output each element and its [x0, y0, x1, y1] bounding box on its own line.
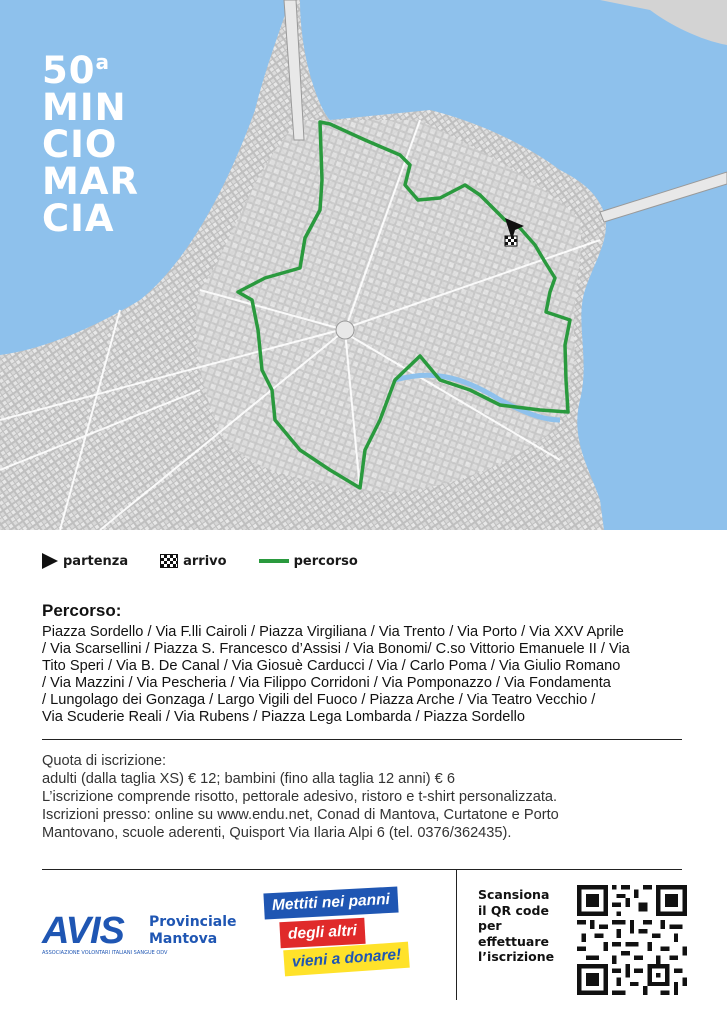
- banner-1: Mettiti nei panni: [263, 887, 398, 920]
- map-legend: [42, 551, 390, 571]
- qr-text-3: per: [478, 918, 502, 933]
- route-line-5: / Lungolago dei Gonzaga / Largo Vigili del Fuoco / Piazza Arche / Via Teatro Vecchio /: [42, 692, 596, 708]
- fee-line-5: Mantovano, scuole aderenti, Quisport Via Ilaria Alpi 6 (tel. 0376/362435).: [42, 825, 512, 841]
- checkered-flag-icon: [160, 554, 178, 568]
- legend-route: [259, 554, 358, 569]
- avis-province-line-1: Provinciale: [149, 914, 237, 930]
- route-line-6: Via Scuderie Reali / Via Rubens / Piazza Lega Lombarda / Piazza Sordello: [42, 709, 525, 725]
- legend-route-label: percorso: [293, 553, 358, 569]
- route-description: [42, 601, 686, 726]
- legend-start-label: partenza: [63, 553, 129, 569]
- banner-2: degli altri: [279, 918, 365, 948]
- fee-line-4: Iscrizioni presso: online su www.endu.net, Conad di Mantova, Curtatone e Porto: [42, 807, 559, 823]
- qr-text-2: il QR code: [478, 902, 549, 918]
- route-line-2: / Via Scarsellini / Piazza S. Francesco d’Assisi / Via Bonomi/ C.so Vittorio Emanuele II / Via: [42, 641, 630, 657]
- route-heading: Percorso:: [42, 601, 122, 620]
- arrow-icon: [42, 553, 58, 569]
- route-line-4: / Via Mazzini / Via Pescheria / Via Filippo Corridoni / Via Pomponazzo / Via Fondamenta: [42, 675, 611, 691]
- qr-instructions: [478, 887, 554, 965]
- route-line-1: Piazza Sordello / Via F.lli Cairoli / Piazza Virgiliana / Via Trento / Via Porto / Via XXV Aprile: [42, 624, 624, 640]
- avis-province: [149, 914, 237, 948]
- avis-tagline: ASSOCIAZIONE VOLONTARI ITALIANI SANGUE ODV: [42, 950, 168, 956]
- fee-line-1: Quota di iscrizione:: [42, 753, 167, 769]
- qr-text-1: Scansiona: [478, 887, 550, 902]
- roundabout: [336, 321, 354, 339]
- avis-wordmark: AVIS: [42, 910, 124, 952]
- title-superscript: a: [95, 50, 110, 74]
- title-line-2: CIO: [42, 123, 118, 166]
- event-title: [42, 44, 139, 240]
- legend-start: [42, 553, 128, 569]
- fee-line-3: L’iscrizione comprende risotto, pettorale adesivo, ristoro e t-shirt personalizzata.: [42, 789, 558, 805]
- qr-text-4: effettuare: [478, 933, 550, 949]
- route-line-3: Tito Speri / Via B. De Canal / Via Giosuè Carducci / Via / Carlo Poma / Via Giulio Romano: [42, 658, 621, 674]
- avis-logo: [42, 910, 237, 956]
- fee-line-2: adulti (dalla taglia XS) € 12; bambini (fino alla taglia 12 anni) € 6: [42, 771, 455, 787]
- footer: [42, 870, 687, 1000]
- finish-flag-icon: [505, 236, 517, 246]
- banner-3: vieni a donare!: [283, 942, 410, 977]
- route-line-icon: [259, 559, 289, 563]
- title-line-4: CIA: [42, 197, 115, 240]
- avis-province-line-2: Mantova: [149, 931, 218, 947]
- footer-separator: [456, 870, 457, 1000]
- qr-code-icon[interactable]: [577, 885, 687, 995]
- title-line-3: MAR: [42, 160, 139, 203]
- legend-finish: [160, 554, 226, 569]
- divider-top: [42, 739, 682, 740]
- legend-finish-label: arrivo: [183, 553, 227, 569]
- qr-text-5: l’iscrizione: [478, 949, 555, 964]
- fee-info: [42, 752, 692, 842]
- title-number: 50: [42, 49, 96, 92]
- title-line-1: MIN: [42, 86, 127, 129]
